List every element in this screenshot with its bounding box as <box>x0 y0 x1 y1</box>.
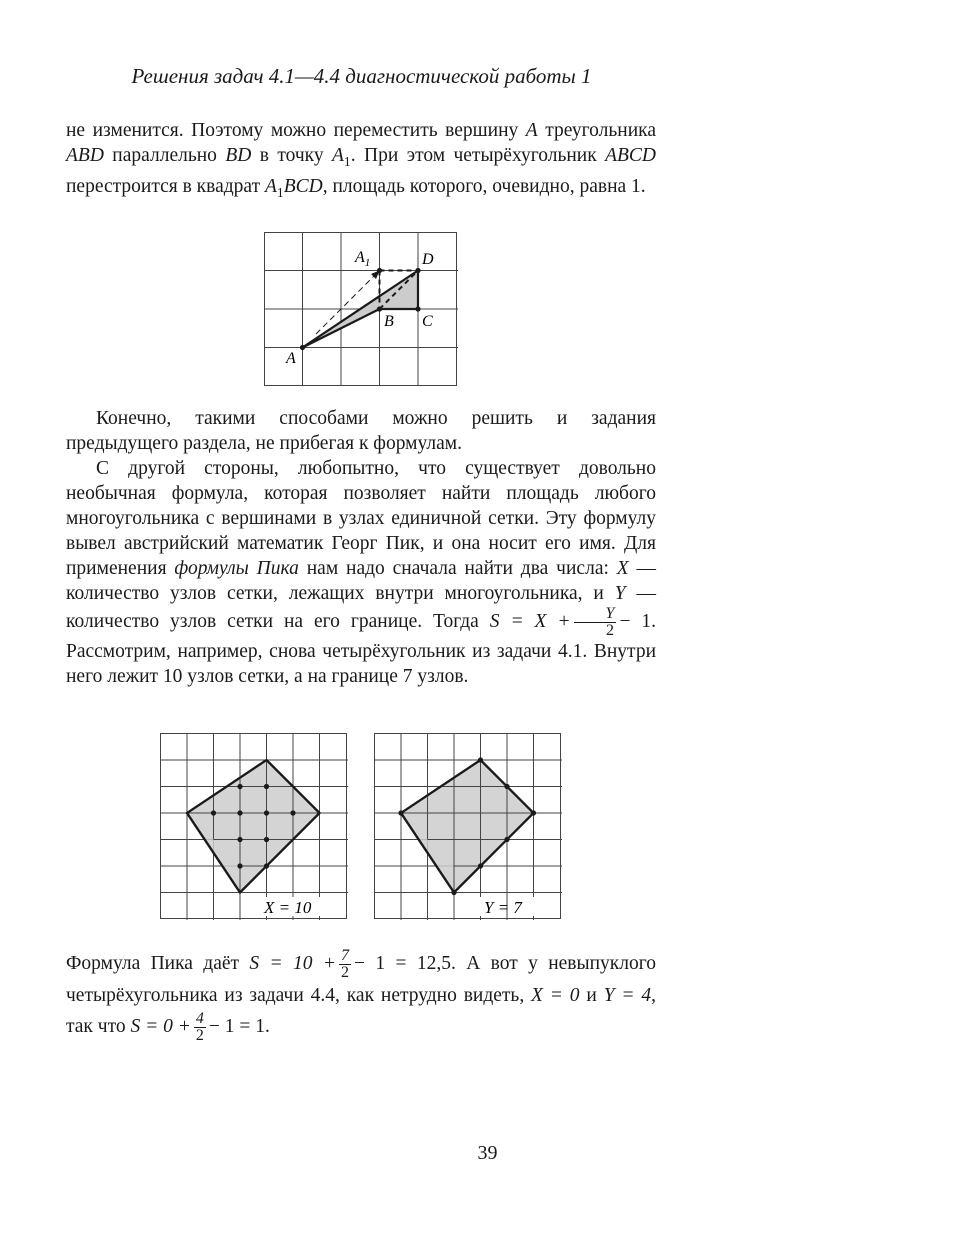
label-c: C <box>422 313 433 330</box>
label-x-10: X = 10 <box>264 898 312 917</box>
figure-pick-interior <box>160 733 348 920</box>
paragraph-2: Конечно, такими способами можно решить и задания предыдущего раздела, не прибегая к формулам. <box>66 408 656 454</box>
quadrilateral-left <box>187 760 320 893</box>
paragraph-3: С другой стороны, любопытно, что существует довольно необычная формула, которая позволяет найти площадь любого многоугольника с вершинами в узлах единичной сетки. Эту формулу вывел австрийский математик Георг Пик, и она носит его имя. Для применения формулы Пика нам надо сначала найти два числа: X — количество узлов сетки, лежащих внутри многоугольника, и Y — количество узлов сетки на его границе. Тогда S = X + $\frac{Y}{2}$ − 1. Рассмотрим, например, снова четырёхугольник из задачи 4.1. Внутри него лежит 10 узлов сетки, а на границе 7 узлов. <box>66 458 657 687</box>
label-a: A <box>286 350 296 367</box>
quadrilateral-right <box>401 760 534 893</box>
figure-square-transform <box>264 232 458 386</box>
fraction-4-over-2: $\frac{4}{2}$ <box>195 1010 204 1044</box>
fraction-7-over-2: $\frac{7}{2}$ <box>341 947 350 981</box>
figure-pick-boundary <box>374 733 562 920</box>
paragraph-1: не изменится. Поэтому можно переместить вершину A треугольника ABD параллельно BD в точку $A_1$. При этом четырёхугольник ABCD перестроится в квадрат $A_1BCD$, площадь которого, очевидно, равна 1. <box>66 120 657 200</box>
page-number: 39 <box>477 1142 498 1164</box>
label-b: B <box>384 313 394 330</box>
label-a1: $A_1$ <box>355 249 371 269</box>
label-y-7: Y = 7 <box>484 898 522 917</box>
label-d: D <box>422 251 434 268</box>
fraction-y-over-2: $\frac{Y}{2}$ <box>574 606 617 639</box>
running-header: Решения задач 4.1—4.4 диагностической работы 1 <box>131 64 592 88</box>
paragraph-4: Формула Пика даёт S = 10 + $\frac{7}{2}$ − 1 = 12,5. А вот у невыпуклого четырёхугольника из задачи 4.4, как нетрудно видеть, X = 0 и Y = 4, так что S = 0 + $\frac{4}{2}$ − 1 = 1. <box>66 947 656 1044</box>
